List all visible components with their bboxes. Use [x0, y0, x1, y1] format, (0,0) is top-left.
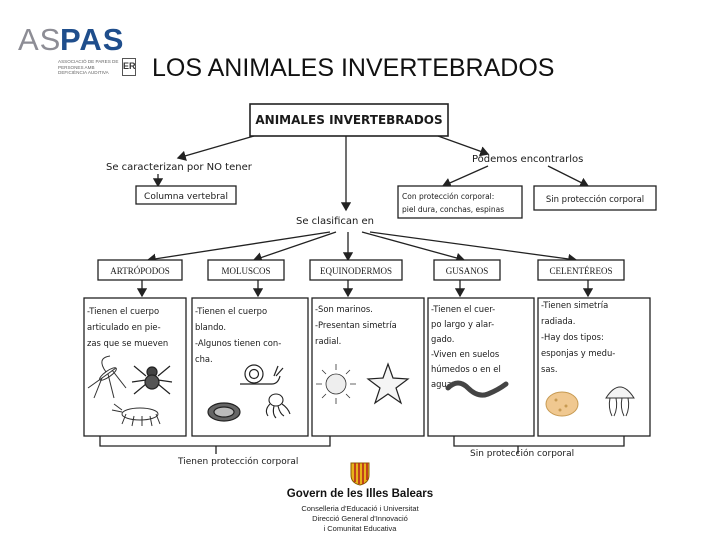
right-branch-label: Podemos encontrarlos [472, 154, 584, 165]
government-line-3: i Comunitat Educativa [323, 524, 397, 533]
celentereos-line-4: esponjas y medu- [541, 348, 616, 358]
celentereos-line-2: radiada. [541, 316, 576, 326]
moluscos-line-2: blando. [195, 322, 227, 332]
celentereos-line-3: -Hay dos tipos: [541, 332, 604, 342]
moluscos-line-3: -Algunos tienen con- [195, 338, 282, 348]
gusanos-line-1: -Tienen el cuer- [431, 304, 496, 314]
protection-box-line2: piel dura, conchas, espinas [402, 205, 505, 214]
group-header-gusanos: GUSANOS [445, 266, 489, 276]
gusanos-line-2: po largo y alar- [431, 319, 495, 329]
page-title: LOS ANIMALES INVERTEBRADOS [152, 54, 555, 82]
government-line-1: Conselleria d'Educació i Universitat [301, 504, 419, 513]
moluscos-line-4: cha. [195, 354, 213, 364]
celentereos-line-5: sas. [541, 364, 558, 374]
sea-urchin-illustration [316, 364, 356, 404]
group-header-equinodermos: EQUINODERMOS [320, 266, 392, 276]
gusanos-line-4: -Viven en suelos [431, 349, 500, 359]
gusanos-line-3: gado. [431, 334, 455, 344]
protection-box-line1: Con protección corporal: [402, 192, 495, 201]
mussel-illustration [208, 403, 240, 421]
classify-label: Se clasifican en [296, 216, 375, 227]
logo-text-as: AS [18, 22, 62, 57]
group-header-artropodos: ARTRÓPODOS [110, 266, 170, 276]
artropodos-line-3: zas que se mueven [87, 338, 169, 348]
main-title-text: ANIMALES INVERTEBRADOS [255, 113, 443, 127]
no-protection-box-text: Sin protección corporal [545, 195, 645, 205]
equinodermos-line-3: radial. [315, 336, 342, 346]
celentereos-line-1: -Tienen simetría [541, 300, 609, 310]
group-header-moluscos: MOLUSCOS [221, 266, 271, 276]
artropodos-line-1: -Tienen el cuerpo [87, 306, 160, 316]
concept-map [78, 98, 678, 473]
logo-tagline: ASSOCIACIÓ DE PARES DE PERSONES AMB DEFICIÈNCIA AUDITIVA [58, 59, 119, 76]
bottom-left-label: Tienen protección corporal [178, 457, 299, 467]
equinodermos-line-2: -Presentan simetría [315, 320, 397, 330]
aspas-logo [18, 22, 138, 82]
group-header-celentereos: CELENTÉREOS [549, 266, 613, 276]
sponge-illustration [546, 392, 578, 416]
gusanos-line-6: agua [431, 379, 452, 389]
gusanos-line-5: húmedos o en el [431, 364, 501, 374]
government-footer [272, 460, 448, 540]
coat-of-arms-icon [350, 462, 370, 486]
government-name: Govern de les Illes Balears [286, 488, 434, 500]
logo-text-pas: PAS [60, 22, 125, 57]
artropodos-line-2: articulado en pie- [87, 322, 161, 332]
government-line-2: Direcció General d'Innovació [312, 514, 408, 523]
logo-badge: ER [122, 58, 136, 76]
bottom-right-label: Sin protección corporal [470, 449, 575, 459]
moluscos-line-1: -Tienen el cuerpo [195, 306, 268, 316]
left-branch-label: Se caracterizan por NO tener [106, 162, 252, 173]
equinodermos-line-1: -Son marinos. [315, 304, 373, 314]
left-branch-box-text: Columna vertebral [144, 192, 228, 202]
